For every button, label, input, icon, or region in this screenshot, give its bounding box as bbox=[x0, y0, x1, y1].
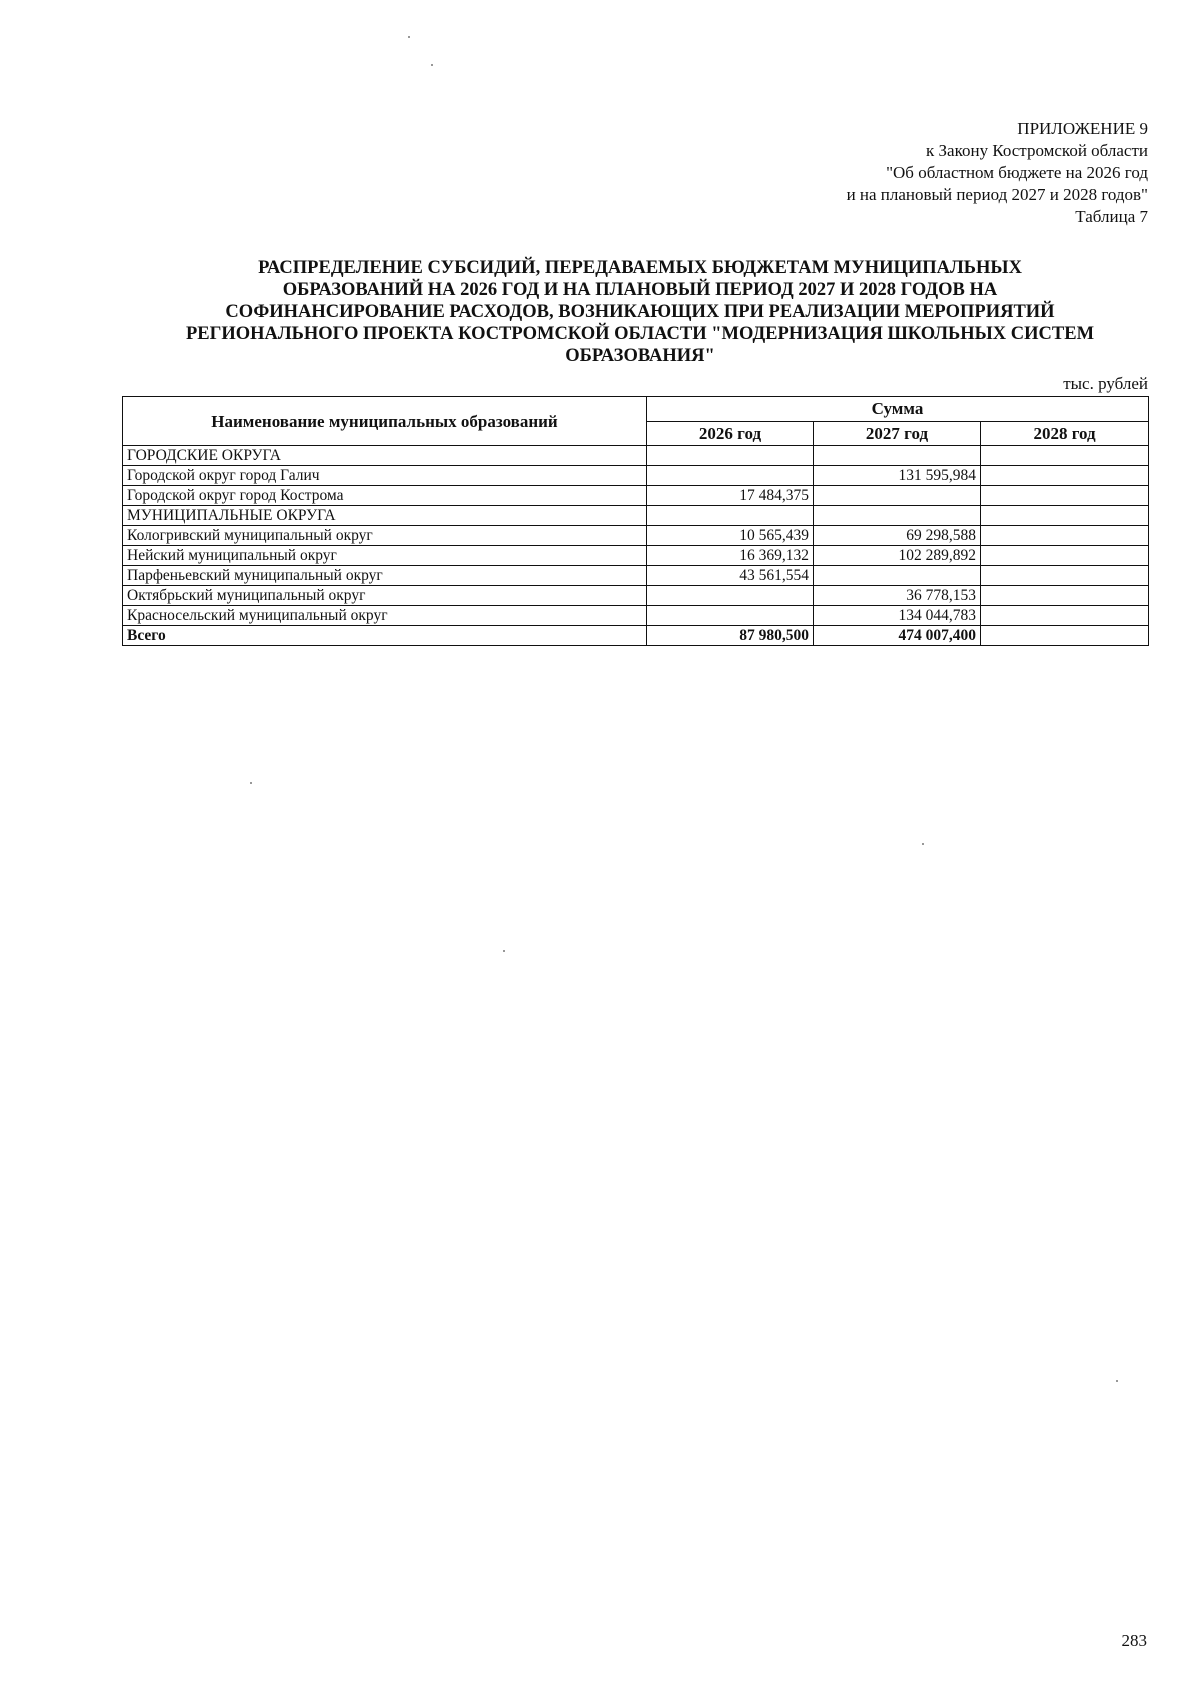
scan-speck bbox=[408, 36, 410, 38]
row-name: Кологривский муниципальный округ bbox=[123, 526, 647, 546]
title-line-2: ОБРАЗОВАНИЙ НА 2026 ГОД И НА ПЛАНОВЫЙ ПЕРИОД 2027 И 2028 ГОДОВ НА bbox=[282, 280, 998, 300]
cell-2026 bbox=[647, 506, 814, 526]
row-name: МУНИЦИПАЛЬНЫЕ ОКРУГА bbox=[123, 506, 647, 526]
law-title-line-1: "Об областном бюджете на 2026 год bbox=[886, 163, 1148, 182]
cell-2026 bbox=[647, 466, 814, 486]
column-header-sum: Сумма bbox=[647, 397, 1149, 422]
cell-2028 bbox=[981, 526, 1149, 546]
cell-2028 bbox=[981, 446, 1149, 466]
cell-2028 bbox=[981, 486, 1149, 506]
units-label: тыс. рублей bbox=[1063, 374, 1148, 393]
page-number: 283 bbox=[1121, 1631, 1147, 1650]
scan-speck bbox=[1116, 1380, 1118, 1382]
column-header-2026: 2026 год bbox=[647, 421, 814, 446]
cell-2026 bbox=[647, 446, 814, 466]
cell-2026: 16 369,132 bbox=[647, 546, 814, 566]
total-row bbox=[123, 626, 1149, 646]
law-reference: к Закону Костромской области bbox=[926, 141, 1148, 160]
cell-2027 bbox=[814, 446, 981, 466]
scan-speck bbox=[503, 950, 505, 952]
document-title bbox=[125, 257, 1155, 367]
row-name: Нейский муниципальный округ bbox=[123, 546, 647, 566]
cell-2026: 10 565,439 bbox=[647, 526, 814, 546]
cell-2027: 131 595,984 bbox=[814, 466, 981, 486]
cell-2026 bbox=[647, 586, 814, 606]
cell-2028 bbox=[981, 566, 1149, 586]
table-row bbox=[123, 526, 1149, 546]
total-label: Всего bbox=[123, 626, 647, 646]
column-header-2028: 2028 год bbox=[981, 421, 1149, 446]
scan-speck bbox=[250, 782, 252, 784]
column-header-2027: 2027 год bbox=[814, 421, 981, 446]
cell-2027: 69 298,588 bbox=[814, 526, 981, 546]
total-2028 bbox=[981, 626, 1149, 646]
scan-speck bbox=[431, 64, 433, 66]
row-name: Парфеньевский муниципальный округ bbox=[123, 566, 647, 586]
title-line-1: РАСПРЕДЕЛЕНИЕ СУБСИДИЙ, ПЕРЕДАВАЕМЫХ БЮДЖЕТАМ МУНИЦИПАЛЬНЫХ bbox=[258, 258, 1022, 278]
cell-2027: 134 044,783 bbox=[814, 606, 981, 626]
table-row bbox=[123, 486, 1149, 506]
cell-2028 bbox=[981, 506, 1149, 526]
cell-2028 bbox=[981, 586, 1149, 606]
cell-2026 bbox=[647, 606, 814, 626]
cell-2027 bbox=[814, 486, 981, 506]
row-name: Городской округ город Кострома bbox=[123, 486, 647, 506]
appendix-header bbox=[847, 118, 1148, 228]
title-line-5: ОБРАЗОВАНИЯ" bbox=[565, 346, 715, 366]
row-name: Октябрьский муниципальный округ bbox=[123, 586, 647, 606]
table-row bbox=[123, 606, 1149, 626]
cell-2027: 102 289,892 bbox=[814, 546, 981, 566]
scan-speck bbox=[922, 843, 924, 845]
title-line-4: РЕГИОНАЛЬНОГО ПРОЕКТА КОСТРОМСКОЙ ОБЛАСТИ "МОДЕРНИЗАЦИЯ ШКОЛЬНЫХ СИСТЕМ bbox=[185, 324, 1095, 344]
row-name: Красносельский муниципальный округ bbox=[123, 606, 647, 626]
subsidies-table bbox=[122, 396, 1149, 646]
cell-2026: 43 561,554 bbox=[647, 566, 814, 586]
table-row bbox=[123, 446, 1149, 466]
total-2027: 474 007,400 bbox=[814, 626, 981, 646]
row-name: Городской округ город Галич bbox=[123, 466, 647, 486]
cell-2028 bbox=[981, 546, 1149, 566]
appendix-number: ПРИЛОЖЕНИЕ 9 bbox=[1017, 119, 1148, 138]
cell-2027 bbox=[814, 506, 981, 526]
table-row bbox=[123, 586, 1149, 606]
table-row bbox=[123, 506, 1149, 526]
table-row bbox=[123, 566, 1149, 586]
cell-2026: 17 484,375 bbox=[647, 486, 814, 506]
cell-2028 bbox=[981, 606, 1149, 626]
table-row bbox=[123, 546, 1149, 566]
cell-2028 bbox=[981, 466, 1149, 486]
law-title-line-2: и на плановый период 2027 и 2028 годов" bbox=[846, 185, 1148, 204]
cell-2027: 36 778,153 bbox=[814, 586, 981, 606]
column-header-name: Наименование муниципальных образований bbox=[123, 397, 647, 446]
total-2026: 87 980,500 bbox=[647, 626, 814, 646]
title-line-3: СОФИНАНСИРОВАНИЕ РАСХОДОВ, ВОЗНИКАЮЩИХ ПРИ РЕАЛИЗАЦИИ МЕРОПРИЯТИЙ bbox=[225, 302, 1055, 322]
table-number: Таблица 7 bbox=[1075, 207, 1148, 226]
table-row bbox=[123, 466, 1149, 486]
cell-2027 bbox=[814, 566, 981, 586]
row-name: ГОРОДСКИЕ ОКРУГА bbox=[123, 446, 647, 466]
